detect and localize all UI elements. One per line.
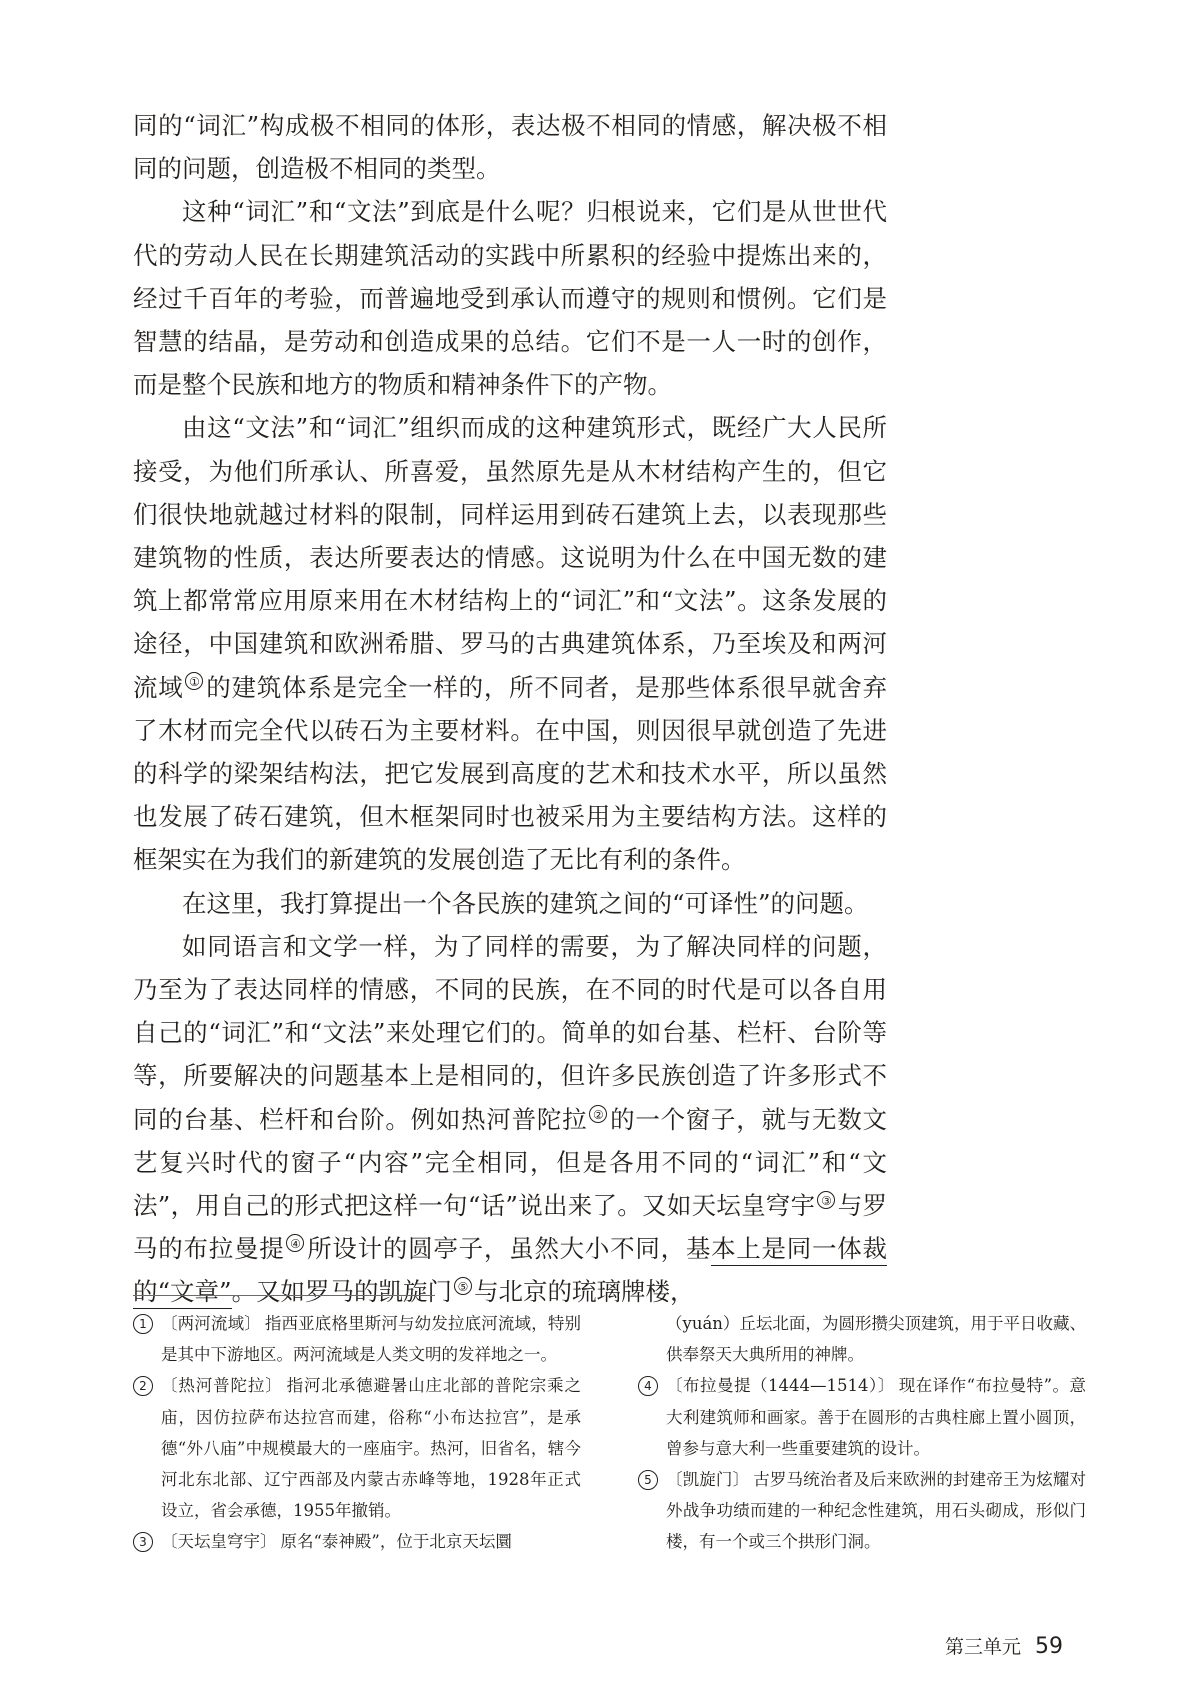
- paragraph-text: 在这里，我打算提出一个各民族的建筑之间的“可译性”的问题。: [182, 888, 869, 918]
- paragraph-3: [133, 406, 887, 881]
- paragraph-5: [133, 925, 887, 1314]
- footnote-ref-4[interactable]: ④: [286, 1234, 304, 1252]
- footnote-text: （yuán）丘坛北面，为圆形攒尖顶建筑，用于平日收藏、供奉祭天大典所用的神牌。: [666, 1314, 1086, 1365]
- footnote-term: 〔凯旋门〕: [666, 1470, 750, 1490]
- underlined-phrase: 本上是同一体裁的“文章”: [133, 1234, 887, 1309]
- footnote-divider: [133, 1295, 435, 1296]
- footnote-3: [133, 1526, 581, 1557]
- main-text: [133, 104, 887, 1314]
- footnote-text: 原名“泰神殿”，位于北京天坛圜: [280, 1532, 512, 1552]
- paragraph-text: 与北京的琉璃牌楼，: [474, 1277, 695, 1307]
- footnote-text: 现在译作“布拉曼特”。意大利建筑师和画家。善于在圆形的古典柱廊上置小圆顶，曾参与意大利一些重要建筑的设计。: [666, 1376, 1086, 1458]
- footnote-1: [133, 1308, 581, 1370]
- footnote-number: 2: [133, 1376, 153, 1396]
- footnote-ref-3[interactable]: ③: [817, 1191, 835, 1209]
- footnote-number: 4: [638, 1376, 658, 1396]
- footnotes-right-column: [638, 1308, 1086, 1558]
- paragraph-text: 所设计的圆亭子，虽然大小不同，基: [306, 1234, 712, 1264]
- footnote-4: [638, 1370, 1086, 1464]
- paragraph-1: [133, 104, 887, 190]
- footnote-3-continued: [638, 1308, 1086, 1370]
- footnote-text: 古罗马统治者及后来欧洲的封建帝王为炫耀对外战争功绩而建的一种纪念性建筑，用石头砌成，形似门楼，有一个或三个拱形门洞。: [666, 1470, 1087, 1552]
- paragraph-text: 由这“文法”和“词汇”组织而成的这种建筑形式，既经广大人民所接受，为他们所承认、所喜爱，虽然原先是从木材结构产生的，但它们很快地就越过材料的限制，同样运用到砖石建筑上去，以表现那些建筑物的性质，表达所要表达的情感。这说明为什么在中国无数的建筑上都常常应用原来用在木材结构上的“词汇”和“文法”。这条发展的途径，中国建筑和欧洲希腊、罗马的古典建筑体系，乃至埃及和两河流域: [133, 413, 887, 702]
- footnote-ref-5[interactable]: ⑤: [454, 1277, 472, 1295]
- footnote-term: 〔两河流域〕: [161, 1314, 261, 1333]
- paragraph-text: 与罗马的布拉曼提: [133, 1191, 887, 1264]
- footnote-term: 〔热河普陀拉〕: [161, 1376, 283, 1396]
- footnote-text: 指西亚底格里斯河与幼发拉底河流域，特别是其中下游地区。两河流域是人类文明的发祥地之一。: [161, 1314, 582, 1365]
- footnote-ref-2[interactable]: ②: [589, 1105, 607, 1123]
- paragraph-4: [133, 882, 887, 925]
- page-number: 59: [1035, 1634, 1063, 1659]
- paragraph-text: 这种“词汇”和“文法”到底是什么呢？归根说来，它们是从世世代代的劳动人民在长期建筑活动的实践中所累积的经验中提炼出来的，经过千百年的考验，而普遍地受到承认而遵守的规则和惯例。它们是智慧的结晶，是劳动和创造成果的总结。它们不是一人一时的创作，而是整个民族和地方的物质和精神条件下的产物。: [133, 197, 887, 400]
- footnotes-left-column: [133, 1308, 581, 1558]
- paragraph-text: 的一个窗子，就与无数文艺复兴时代的窗子“内容”完全相同，但是各用不同的“词汇”和“文法”，用自己的形式把这样一句“话”说出来了。又如天坛皇穹宇: [133, 1104, 887, 1221]
- footnote-2: [133, 1370, 581, 1526]
- paragraph-text: 。又如罗马的凯旋门: [231, 1277, 453, 1307]
- paragraph-text: 同的“词汇”构成极不相同的体形，表达极不相同的情感，解决极不相同的问题，创造极不相同的类型。: [133, 111, 887, 184]
- footnote-5: [638, 1464, 1086, 1558]
- paragraph-text: 的建筑体系是完全一样的，所不同者，是那些体系很早就舍弃了木材而完全代以砖石为主要材料。在中国，则因很早就创造了先进的科学的梁架结构法，把它发展到高度的艺术和技术水平，所以虽然也发展了砖石建筑，但木框架同时也被采用为主要结构方法。这样的框架实在为我们的新建筑的发展创造了无比有利的条件。: [133, 672, 887, 875]
- footnote-text: 指河北承德避暑山庄北部的普陀宗乘之庙，因仿拉萨布达拉宫而建，俗称“小布达拉宫”，是承德“外八庙”中规模最大的一座庙宇。热河，旧省名，辖今河北东北部、辽宁西部及内蒙古赤峰等地，1928年正式设立，省会承德，1955年撤销。: [161, 1376, 582, 1521]
- footnote-number: 1: [133, 1314, 153, 1334]
- paragraph-2: [133, 190, 887, 406]
- unit-label: 第三单元: [944, 1636, 1021, 1658]
- page-footer: [945, 1632, 1063, 1659]
- footnote-number: 3: [133, 1532, 153, 1552]
- footnote-term: 〔天坛皇穹宇〕: [161, 1532, 277, 1552]
- footnote-ref-1[interactable]: ①: [185, 672, 203, 690]
- footnote-number: 5: [638, 1470, 658, 1490]
- footnote-term: 〔布拉曼提（1444—1514）〕: [666, 1376, 895, 1396]
- paragraph-text: 如同语言和文学一样，为了同样的需要，为了解决同样的问题，乃至为了表达同样的情感，不同的民族，在不同的时代是可以各自用自己的“词汇”和“文法”来处理它们的。简单的如台基、栏杆、台阶等等，所要解决的问题基本上是相同的，但许多民族创造了许多形式不同的台基、栏杆和台阶。例如热河普陀拉: [133, 931, 887, 1134]
